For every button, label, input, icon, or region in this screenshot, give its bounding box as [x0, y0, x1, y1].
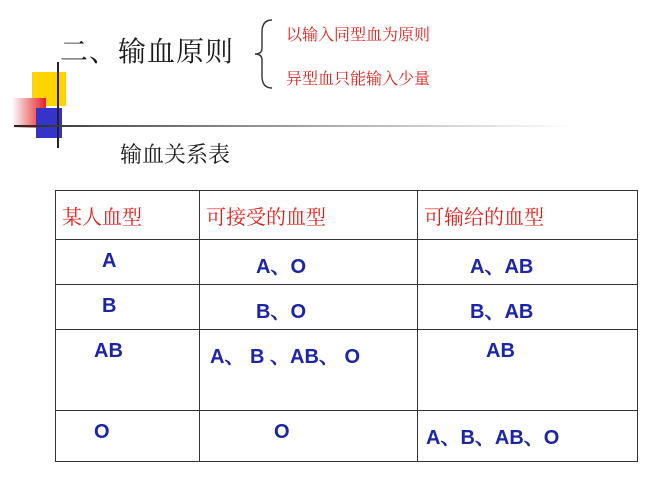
table-row — [56, 285, 638, 330]
cell-receive: A、 B 、AB、 O — [200, 330, 418, 411]
header-person-type: 某人血型 — [56, 191, 200, 240]
cell-give: A、B、AB、O — [418, 411, 638, 462]
principle-same-type: 以输入同型血为原则 — [286, 25, 431, 44]
principle-different-type: 异型血只能输入少量 — [286, 69, 431, 88]
table-subtitle: 输血关系表 — [120, 143, 231, 168]
cell-type: AB — [56, 330, 200, 411]
cell-give: A、AB — [418, 240, 638, 285]
cell-receive: O — [200, 411, 418, 462]
decor-vertical-line — [57, 62, 59, 148]
cell-type: O — [56, 411, 200, 462]
header-can-give: 可输给的血型 — [418, 191, 638, 240]
table-row — [56, 330, 638, 411]
cell-receive: B、O — [200, 285, 418, 330]
brace-icon — [252, 18, 276, 90]
transfusion-table — [55, 190, 638, 462]
cell-type: B — [56, 285, 200, 330]
table-row — [56, 240, 638, 285]
decor-horizontal-line — [14, 125, 574, 127]
slide-title: 二、输血原则 — [60, 35, 235, 68]
table-header-row — [56, 191, 638, 240]
cell-give: AB — [418, 330, 638, 411]
cell-give: B、AB — [418, 285, 638, 330]
header-can-receive: 可接受的血型 — [200, 191, 418, 240]
cell-type: A — [56, 240, 200, 285]
table-row — [56, 411, 638, 462]
cell-receive: A、O — [200, 240, 418, 285]
